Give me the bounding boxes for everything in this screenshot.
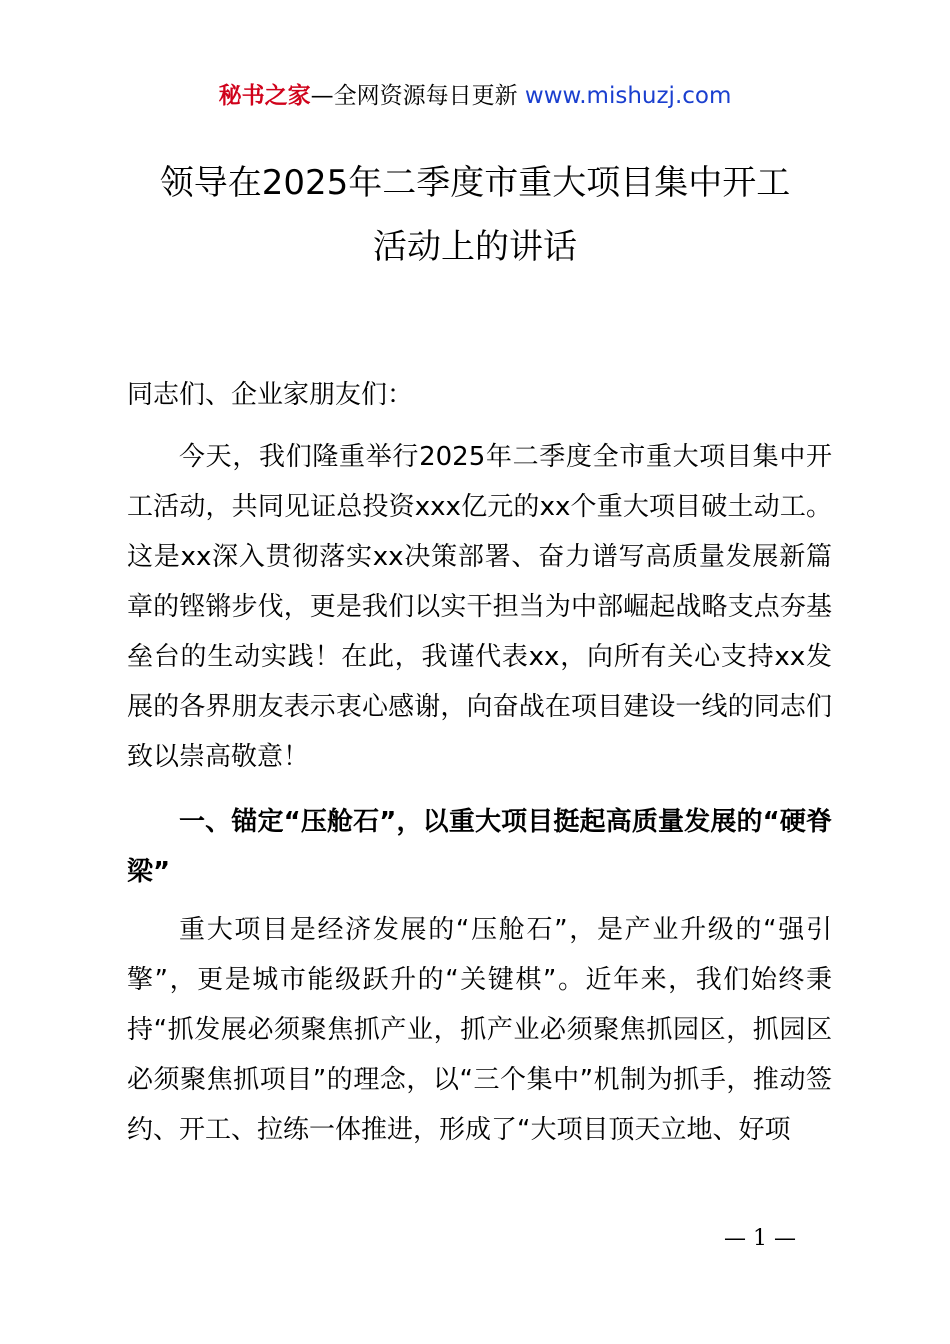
section-heading-1: 一、锚定“压舱石”，以重大项目挺起高质量发展的“硬脊梁” xyxy=(127,807,832,887)
site-url-link[interactable]: www.mishuzj.com xyxy=(524,83,732,109)
paragraph-opening: 今天，我们隆重举行2025年二季度全市重大项目集中开工活动，共同见证总投资xxx亿元的xx个重大项目破土动工。这是xx深入贯彻落实xx决策部署、奋力谱写高质量发展新篇章的铿锵步伐，更是我们以实干担当为中部崛起战略支点夯基垒台的生动实践！在此，我谨代表xx，向所有关心支持xx发展的各界朋友表示衷心感谢，向奋战在项目建设一线的同志们致以崇高敬意！ xyxy=(127,442,832,772)
title-line-2: 活动上的讲话 xyxy=(373,227,577,267)
title-line-1: 领导在2025年二季度市重大项目集中开工 xyxy=(159,163,791,203)
paragraph-section-1: 重大项目是经济发展的“压舱石”，是产业升级的“强引擎”，更是城市能级跃升的“关键棋”。近年来，我们始终秉持“抓发展必须聚焦抓产业，抓产业必须聚焦抓园区，抓园区必须聚焦抓项目”的理念，以“三个集中”机制为抓手，推动签约、开工、拉练一体推进，形成了“大项目顶天立地、好项 xyxy=(127,915,832,1145)
salutation: 同志们、企业家朋友们： xyxy=(127,380,414,410)
site-tagline: —全网资源每日更新 xyxy=(310,83,525,109)
page-number: — 1 — xyxy=(724,1226,796,1251)
site-brand: 秘书之家 xyxy=(218,83,311,109)
document-title xyxy=(95,159,855,287)
site-header xyxy=(0,80,950,112)
